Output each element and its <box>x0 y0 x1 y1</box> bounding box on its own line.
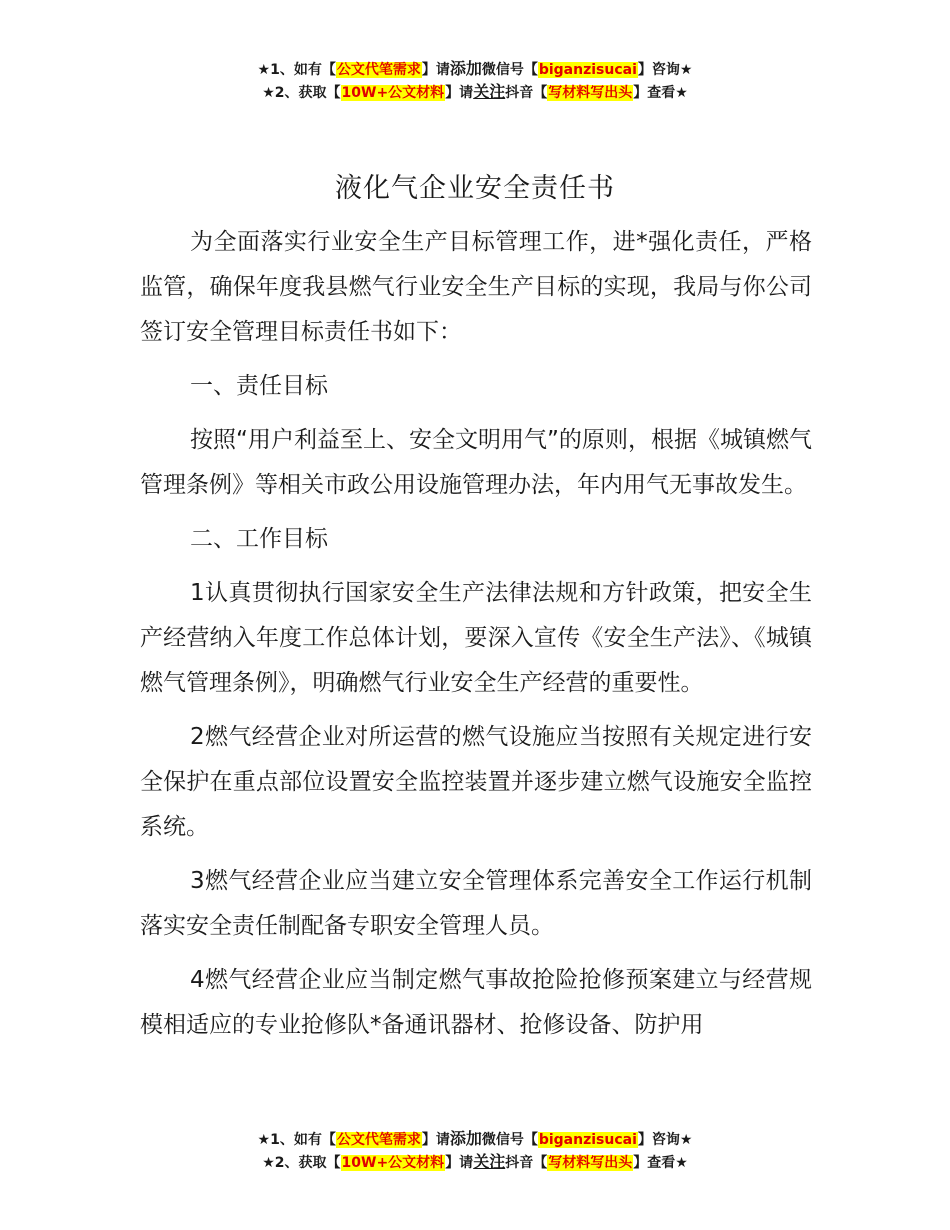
banner-text: 微信号【 <box>481 62 538 78</box>
section-heading-1: 一、责任目标 <box>190 373 328 399</box>
banner-text: 】咨询★ <box>637 62 693 78</box>
banner-text: ★1、如有【 <box>257 1132 336 1148</box>
banner-line-2 <box>0 1151 950 1174</box>
paragraph-responsibility-goal: 按照“用户利益至上、安全文明用气”的原则，根据《城镇燃气管理条例》等相关市政公用设施管理办法，年内用气无事故发生。 <box>140 427 812 498</box>
paragraph-item-2: 2燃气经营企业对所运营的燃气设施应当按照有关规定进行安全保护在重点部位设置安全监控装置并逐步建立燃气设施安全监控系统。 <box>140 724 812 840</box>
paragraph-intro: 为全面落实行业安全生产目标管理工作，进*强化责任，严格监管，确保年度我县燃气行业安全生产目标的实现，我局与你公司签订安全管理目标责任书如下： <box>140 229 812 345</box>
banner-text: 】查看★ <box>633 1155 688 1171</box>
banner-emphasis: 关注 <box>473 82 506 101</box>
document-body <box>140 220 812 1057</box>
paragraph-item-4: 4燃气经营企业应当制定燃气事故抢险抢修预案建立与经营规模相适应的专业抢修队*备通讯器材、抢修设备、防护用 <box>140 967 812 1038</box>
paragraph-item-1: 1认真贯彻执行国家安全生产法律法规和方针政策，把安全生产经营纳入年度工作总体计划，要深入宣传《安全生产法》、《城镇燃气管理条例》，明确燃气行业安全生产经营的重要性。 <box>140 580 812 696</box>
header-banner <box>0 58 950 104</box>
banner-text: ★1、如有【 <box>257 62 336 78</box>
highlight-wechat-id: biganzisucai <box>538 62 637 78</box>
banner-line-2 <box>0 81 950 104</box>
highlight-service: 公文代笔需求 <box>336 62 421 78</box>
document-title: 液化气企业安全责任书 <box>335 173 615 204</box>
banner-text: 】查看★ <box>633 85 688 101</box>
banner-text: 】请 <box>421 1132 450 1148</box>
banner-emphasis: 添加 <box>449 1129 482 1148</box>
banner-emphasis: 添加 <box>449 59 482 78</box>
banner-text: 抖音【 <box>505 85 548 101</box>
footer-banner <box>0 1128 950 1174</box>
banner-line-1 <box>0 58 950 81</box>
highlight-service: 公文代笔需求 <box>336 1132 421 1148</box>
highlight-douyin: 写材料写出头 <box>548 1155 633 1171</box>
banner-text: 】咨询★ <box>637 1132 693 1148</box>
highlight-wechat-id: biganzisucai <box>538 1132 637 1148</box>
banner-line-1 <box>0 1128 950 1151</box>
highlight-douyin: 写材料写出头 <box>548 85 633 101</box>
banner-text: 】请 <box>421 62 450 78</box>
banner-text: 微信号【 <box>481 1132 538 1148</box>
highlight-materials: 10W+公文材料 <box>341 85 445 101</box>
banner-text: 】请 <box>445 1155 474 1171</box>
banner-text: 抖音【 <box>505 1155 548 1171</box>
section-heading-2: 二、工作目标 <box>190 526 328 552</box>
banner-emphasis: 关注 <box>473 1152 506 1171</box>
highlight-materials: 10W+公文材料 <box>341 1155 445 1171</box>
banner-text: ★2、获取【 <box>262 1155 341 1171</box>
paragraph-item-3: 3燃气经营企业应当建立安全管理体系完善安全工作运行机制落实安全责任制配备专职安全管理人员。 <box>140 868 812 939</box>
banner-text: 】请 <box>445 85 474 101</box>
banner-text: ★2、获取【 <box>262 85 341 101</box>
